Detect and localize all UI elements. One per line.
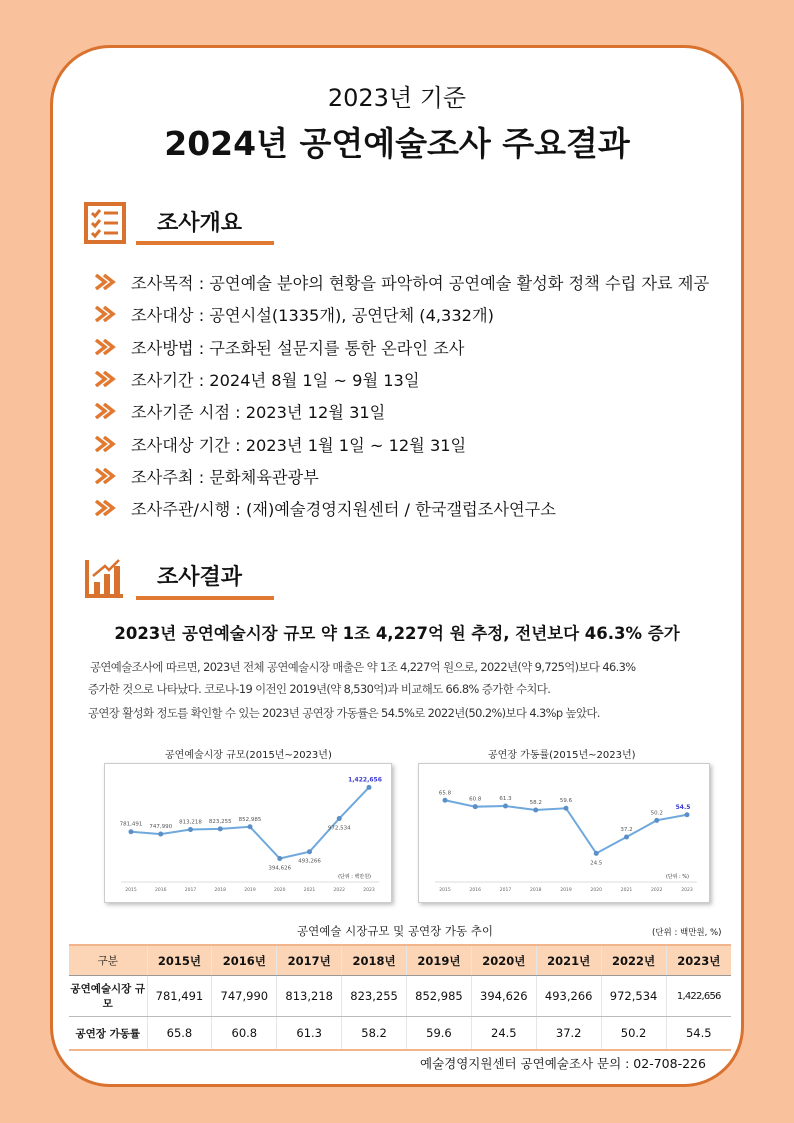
results-heading: 조사결과 [157,565,243,590]
data-label: 58.2 [529,800,542,807]
data-label: 823,255 [208,818,232,825]
data-label: 747,990 [149,824,173,831]
data-point [129,829,134,834]
x-tick-label: 2019 [560,888,572,893]
series-line [131,787,369,858]
data-point [277,856,282,861]
data-point [218,826,223,831]
x-tick-label: 2017 [499,888,512,893]
table-caption: 공연예술 시장규모 및 공연장 가동 추이 [297,924,494,938]
table-header-cell: 2018년 [342,945,407,976]
x-tick-label: 2021 [303,888,316,893]
list-item [93,492,753,524]
table-header-cell: 2021년 [536,945,601,976]
list-item [93,427,753,459]
data-point [685,812,690,817]
overview-heading: 조사개요 [157,211,243,236]
table-cell: 54.5 [666,1017,731,1051]
x-tick-label: 2016 [155,888,167,893]
table-row [69,1017,731,1051]
data-label: 493,266 [298,858,321,865]
data-point [503,804,508,809]
list-item-label: 조사방법 : 구조화된 설문지를 통한 온라인 조사 [131,338,465,358]
overview-underline [136,241,274,245]
table-header-cell: 2016년 [212,945,277,976]
x-tick-label: 2019 [244,888,256,893]
list-item [93,363,753,395]
page-title: 2024년 공연예술조사 주요결과 [164,124,630,163]
data-label: 37.2 [620,827,633,834]
data-label: 65.8 [438,790,452,797]
table-cell: 852,985 [407,976,472,1017]
chevron-right-icon [93,500,117,516]
data-point [158,832,163,837]
data-label: 852,985 [238,816,262,823]
list-item [93,298,753,330]
table-row-label: 공연예술시장 규모 [69,976,147,1017]
chevron-right-icon [93,468,117,484]
data-point [443,798,448,803]
list-item-label: 조사목적 : 공연예술 분야의 현황을 파악하여 공연예술 활성화 정책 수립 자료 제공 [131,274,710,294]
table-cell: 37.2 [536,1017,601,1051]
x-tick-label: 2023 [681,888,693,893]
x-tick-label: 2022 [333,888,345,893]
list-item [93,395,753,427]
list-item-label: 조사주최 : 문화체육관광부 [131,467,319,487]
list-item-label: 조사대상 : 공연시설(1335개), 공연단체 (4,332개) [131,306,494,326]
table-header-row [69,945,731,976]
chart-title: 공연장 가동률(2015년~2023년) [488,750,636,761]
checklist-icon [83,201,127,245]
data-label: 59.6 [559,798,573,805]
list-item [93,460,753,492]
data-label: 781,491 [119,821,143,828]
list-item-label: 조사주관/시행 : (재)예술경영지원센터 / 한국갤럽조사연구소 [131,500,556,520]
table-header-cell: 2023년 [666,945,731,976]
table-cell: 747,990 [212,976,277,1017]
table-cell: 50.2 [601,1017,666,1051]
market-size-chart-svg [105,764,391,902]
data-table [69,944,731,1051]
data-label: 24.5 [590,860,603,867]
table-cell: 1,422,656 [666,976,731,1017]
data-label: 813,218 [179,819,202,826]
data-point [337,816,342,821]
data-point [188,827,193,832]
x-tick-label: 2023 [363,888,375,893]
paragraph-line: 증가한 것으로 나타났다. 코로나-19 이전인 2019년(약 8,530억)과 비교해도 66.8% 증가한 수치다. [88,682,551,696]
paragraph-line: 공연예술조사에 따르면, 2023년 전체 공연예술시장 매출은 약 1조 4,227억 원으로, 2022년(약 9,725억)보다 46.3% [90,660,636,674]
x-tick-label: 2020 [274,888,286,893]
table-cell: 58.2 [342,1017,407,1051]
data-point [654,818,659,823]
table-cell: 65.8 [147,1017,212,1051]
x-tick-label: 2018 [214,888,226,893]
list-item [93,331,753,363]
list-item-label: 조사기간 : 2024년 8월 1일 ~ 9월 13일 [131,371,420,391]
table-header-cell: 2015년 [147,945,212,976]
table-cell: 59.6 [407,1017,472,1051]
x-tick-label: 2015 [125,888,137,893]
data-point [307,849,312,854]
x-tick-label: 2016 [469,888,481,893]
x-tick-label: 2021 [620,888,633,893]
chevron-right-icon [93,306,117,322]
table-header-cell: 구분 [69,945,147,976]
data-label: 972,534 [327,825,351,832]
chart-title: 공연예술시장 규모(2015년~2023년) [165,750,332,761]
contact-info: 예술경영지원센터 공연예술조사 문의 : 02-708-226 [420,1056,706,1071]
utilization-chart [418,763,710,903]
data-label: 54.5 [675,803,691,811]
table-cell: 394,626 [471,976,536,1017]
table-header-cell: 2022년 [601,945,666,976]
chevron-right-icon [93,274,117,290]
data-point [473,804,478,809]
table-row-label: 공연장 가동률 [69,1017,147,1051]
x-tick-label: 2017 [184,888,197,893]
table-row [69,976,731,1017]
market-size-chart [104,763,392,903]
table-cell: 61.3 [277,1017,342,1051]
chevron-right-icon [93,339,117,355]
data-label: 50.2 [650,810,663,817]
table-cell: 60.8 [212,1017,277,1051]
table-cell: 24.5 [471,1017,536,1051]
table-cell: 823,255 [342,976,407,1017]
x-tick-label: 2015 [439,888,451,893]
bar-chart-icon [83,556,127,600]
chevron-right-icon [93,403,117,419]
results-underline [136,596,274,600]
data-point [248,824,253,829]
table-unit: (단위 : 백만원, %) [652,928,722,938]
x-tick-label: 2020 [590,888,602,893]
chevron-right-icon [93,436,117,452]
data-point [367,785,372,790]
table-cell: 972,534 [601,976,666,1017]
table-header-cell: 2020년 [471,945,536,976]
data-label: 61.3 [499,796,512,803]
overview-list [93,266,753,524]
table-cell: 493,266 [536,976,601,1017]
table-cell: 813,218 [277,976,342,1017]
table-cell: 781,491 [147,976,212,1017]
x-tick-label: 2018 [530,888,542,893]
paragraph-line: 공연장 활성화 정도를 확인할 수 있는 2023년 공연장 가동률은 54.5%로 2022년(50.2%)보다 4.3%p 높았다. [88,706,600,720]
data-label: 394,626 [268,865,292,872]
table-header-cell: 2019년 [407,945,472,976]
unit-note: (단위 : %) [665,874,689,880]
data-point [564,806,569,811]
data-point [533,808,538,813]
list-item-label: 조사기준 시점 : 2023년 12월 31일 [131,403,386,423]
results-headline: 2023년 공연예술시장 규모 약 1조 4,227억 원 추정, 전년보다 46.3% 증가 [114,624,680,643]
unit-note: (단위 : 백만원) [338,874,371,880]
data-label: 60.8 [469,796,482,803]
table-header-cell: 2017년 [277,945,342,976]
list-item-label: 조사대상 기간 : 2023년 1월 1일 ~ 12월 31일 [131,435,467,455]
data-point [624,835,629,840]
subtitle: 2023년 기준 [327,84,467,112]
data-point [594,851,599,856]
utilization-chart-svg [419,764,709,902]
x-tick-label: 2022 [651,888,663,893]
chevron-right-icon [93,371,117,387]
list-item [93,266,753,298]
data-label: 1,422,656 [348,776,382,784]
